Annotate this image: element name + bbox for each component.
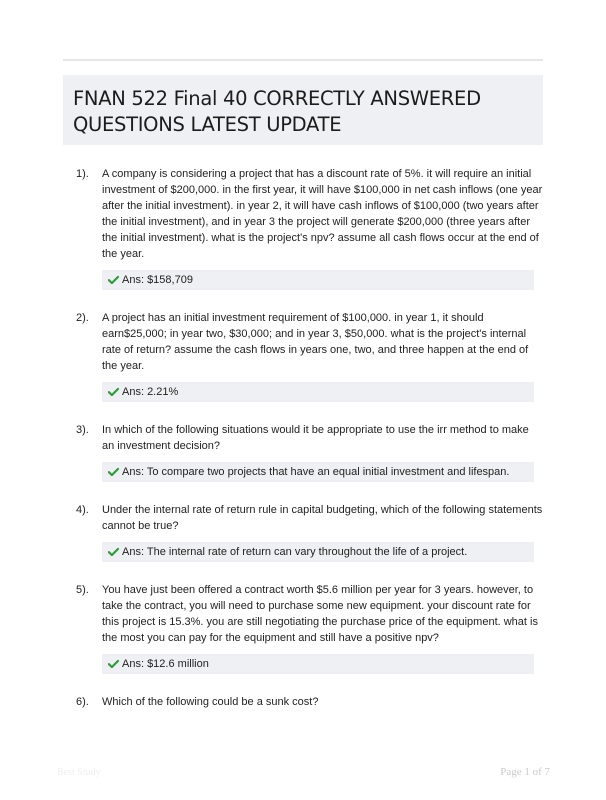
question-text: A company is considering a project that has a discount rate of 5%. it will require an initial investment of $200,000. in the first year, it will have $100,000 in net cash inflows (one year after the initial investment). in year 2, it will have cash inflows of $100,000 (two years after the initial investment), and in year 3 the project will generate $200,000 (three years after the initial investment). what is the project's npv? assume all cash flows occur at the end of the year. [102, 168, 543, 260]
question-number: 1). [76, 168, 89, 180]
check-icon [108, 659, 119, 669]
check-icon [108, 387, 119, 397]
question-text: Under the internal rate of return rule in capital budgeting, which of the following statements cannot be true? [102, 504, 543, 532]
page-number: Page 1 of 7 [500, 766, 550, 778]
question-item [63, 694, 543, 710]
question-number: 3). [76, 424, 89, 436]
question-number: 6). [76, 696, 89, 708]
answer-box [102, 270, 534, 290]
question-item [63, 310, 543, 402]
answer-text: Ans: 2.21% [122, 386, 179, 398]
document-title: FNAN 522 Final 40 CORRECTLY ANSWERED QUESTIONS LATEST UPDATE [73, 87, 481, 136]
answer-text: Ans: To compare two projects that have an equal initial investment and lifespan. [122, 466, 510, 478]
check-icon [108, 547, 119, 557]
answer-text: Ans: The internal rate of return can vary throughout the life of a project. [122, 546, 468, 558]
answer-box [102, 542, 534, 562]
question-text: A project has an initial investment requirement of $100,000. in year 1, it should earn$25,000; in year two, $30,000; and in year 3, $50,000. what is the project's internal rate of return? assume the cash flows in years one, two, and three happen at the end of the year. [102, 312, 529, 372]
answer-box [102, 382, 534, 402]
question-number: 5). [76, 584, 89, 596]
question-item [63, 422, 543, 482]
check-icon [108, 275, 119, 285]
answer-box [102, 654, 534, 674]
question-text: In which of the following situations would it be appropriate to use the irr method to make an investment decision? [102, 424, 529, 452]
answer-text: Ans: $12.6 million [122, 658, 209, 670]
question-item [63, 582, 543, 674]
question-text: You have just been offered a contract worth $5.6 million per year for 3 years. however, to take the contract, you will need to purchase some new equipment. your discount rate for this project is 15.3%. you are still negotiating the purchase price of the equipment. what is the most you can pay for the equipment and still have a positive npv? [102, 584, 538, 644]
title-banner [63, 75, 543, 145]
check-icon [108, 467, 119, 477]
answer-box [102, 462, 534, 482]
question-number: 4). [76, 504, 89, 516]
footer-watermark: Best Study [57, 767, 101, 778]
question-item [63, 502, 543, 562]
question-number: 2). [76, 312, 89, 324]
question-item [63, 166, 543, 290]
answer-text: Ans: $158,709 [122, 274, 193, 286]
top-divider [63, 59, 543, 61]
question-text: Which of the following could be a sunk cost? [102, 696, 319, 708]
question-list [63, 166, 543, 730]
